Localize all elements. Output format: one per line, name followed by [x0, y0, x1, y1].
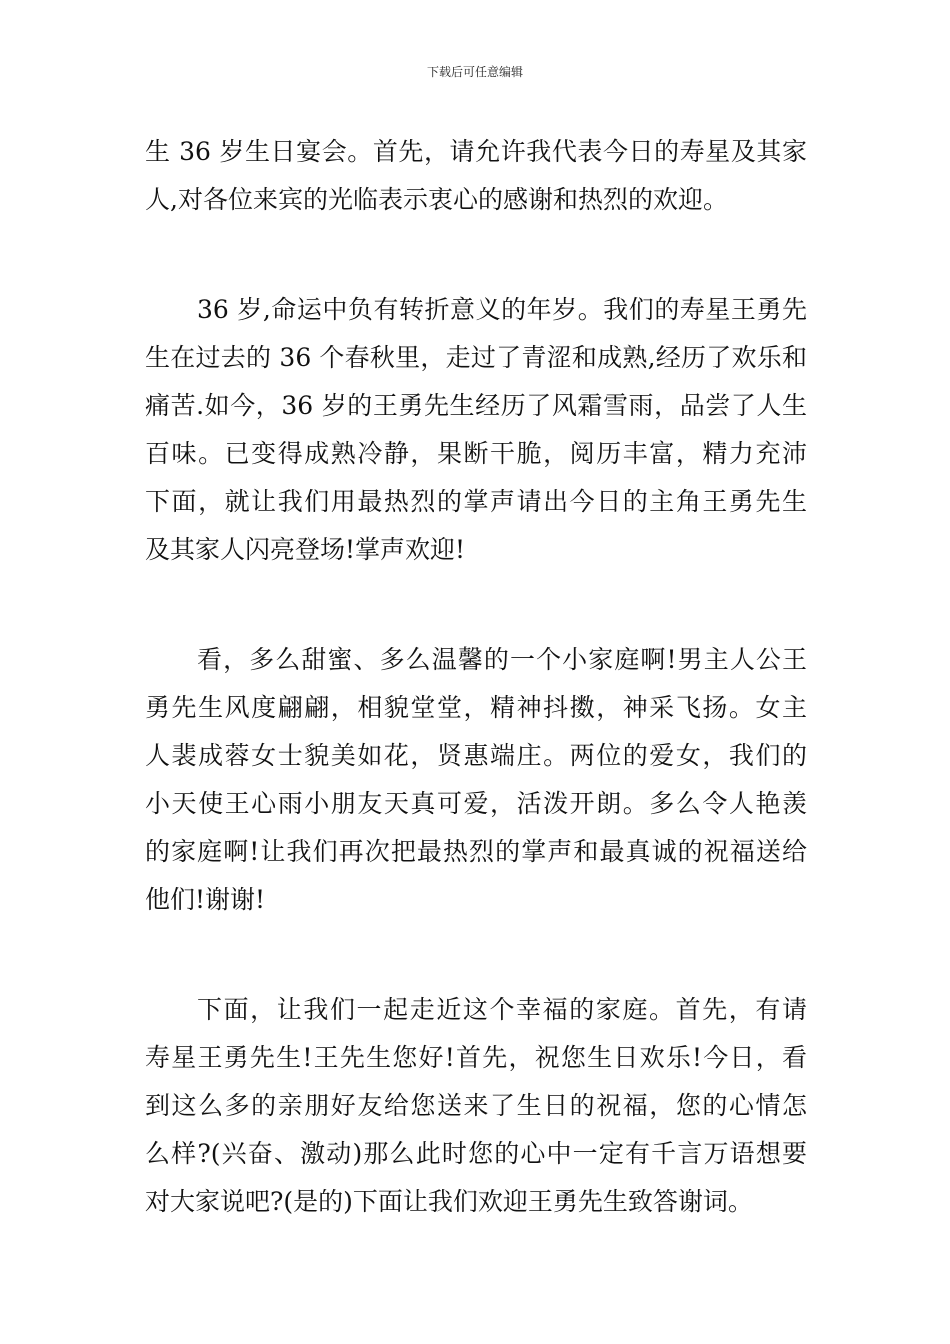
paragraph-line: 人裴成蓉女士貌美如花，贤惠端庄。两位的爱女，我们的: [145, 741, 807, 770]
paragraph-line: 下面，让我们一起走近这个幸福的家庭。首先，有请: [197, 995, 807, 1024]
paragraph-line: 他们!谢谢!: [145, 885, 266, 914]
paragraph-line: 痛苦.如今，36 岁的王勇先生经历了风霜雪雨，品尝了人生: [145, 391, 807, 420]
paragraph-line: 百味。已变得成熟冷静，果断干脆，阅历丰富，精力充沛: [145, 439, 807, 468]
paragraph-line: 看，多么甜蜜、多么温馨的一个小家庭啊!男主人公王: [197, 645, 807, 674]
paragraph-line: 小天使王心雨小朋友天真可爱，活泼开朗。多么令人艳羡: [145, 789, 807, 818]
paragraph-line: 的家庭啊!让我们再次把最热烈的掌声和最真诚的祝福送给: [145, 837, 807, 866]
page-header: 下载后可任意编辑: [426, 65, 523, 79]
paragraph-line: 寿星王勇先生!王先生您好!首先，祝您生日欢乐!今日，看: [145, 1043, 807, 1072]
paragraph-line: 生 36 岁生日宴会。首先，请允许我代表今日的寿星及其家: [145, 137, 807, 166]
paragraph-line: 人,对各位来宾的光临表示衷心的感谢和热烈的欢迎。: [145, 185, 728, 214]
document-body: [145, 128, 807, 1226]
paragraph-2: [145, 286, 807, 574]
paragraph-1: [145, 128, 807, 224]
paragraph-3: [145, 636, 807, 924]
paragraph-line: 勇先生风度翩翩，相貌堂堂，精神抖擞，神采飞扬。女主: [145, 693, 807, 722]
paragraph-line: 对大家说吧?(是的)下面让我们欢迎王勇先生致答谢词。: [145, 1187, 753, 1216]
paragraph-line: 生在过去的 36 个春秋里，走过了青涩和成熟,经历了欢乐和: [145, 343, 807, 372]
paragraph-line: 及其家人闪亮登场!掌声欢迎!: [145, 535, 466, 564]
paragraph-4: [145, 986, 807, 1226]
paragraph-line: 下面，就让我们用最热烈的掌声请出今日的主角王勇先生: [145, 487, 807, 516]
paragraph-line: 到这么多的亲朋好友给您送来了生日的祝福，您的心情怎: [145, 1091, 807, 1120]
paragraph-line: 么样?(兴奋、激动)那么此时您的心中一定有千言万语想要: [145, 1139, 807, 1168]
paragraph-line: 36 岁,命运中负有转折意义的年岁。我们的寿星王勇先: [197, 295, 807, 324]
